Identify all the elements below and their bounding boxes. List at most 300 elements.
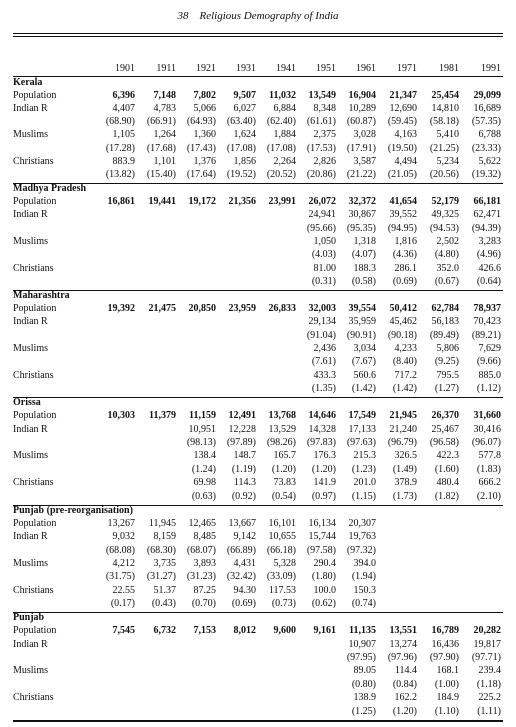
- table-cell: 6,027: [233, 103, 256, 115]
- table-cell: 25,454: [431, 90, 459, 102]
- table-cell: 11,379: [149, 410, 176, 422]
- table-cell: 4,431: [233, 557, 256, 569]
- table-row: [13, 422, 503, 435]
- table-cell: 286.1: [394, 262, 417, 274]
- table-cell: (1.18): [476, 678, 501, 690]
- table-cell: 8,485: [193, 531, 216, 543]
- table-cell: [90, 664, 137, 677]
- table-cell: 13,549: [308, 90, 336, 102]
- table-cell: 15,744: [308, 531, 336, 543]
- table-row: [13, 368, 503, 381]
- table-row: [13, 102, 503, 115]
- table-cell: [218, 382, 258, 395]
- table-cell: [137, 651, 178, 664]
- table-cell: [419, 530, 461, 543]
- table-row: [13, 342, 503, 355]
- table-cell: [90, 355, 137, 368]
- table-cell: [178, 705, 218, 718]
- year-header-cell: 1981: [439, 63, 459, 74]
- table-cell: (19.32): [471, 168, 501, 180]
- year-header-cell: 1991: [481, 63, 501, 74]
- table-cell: 114.3: [233, 477, 256, 489]
- table-cell: 1,624: [233, 129, 256, 141]
- table-row: [13, 168, 503, 181]
- table-cell: [137, 476, 178, 489]
- table-cell: [137, 261, 178, 274]
- row-label: Population: [13, 90, 57, 102]
- table-cell: (1.73): [392, 490, 417, 502]
- table-cell: [137, 275, 178, 288]
- table-row: [13, 222, 503, 235]
- table-cell: 10,655: [268, 531, 296, 543]
- table-cell: (89.49): [429, 329, 459, 341]
- region-section: [13, 77, 503, 181]
- row-label: [13, 168, 90, 181]
- table-cell: [90, 261, 137, 274]
- table-cell: (4.03): [311, 249, 336, 261]
- table-cell: [298, 678, 338, 691]
- table-cell: (1.42): [351, 382, 376, 394]
- table-cell: [218, 208, 258, 221]
- table-cell: 11,135: [349, 625, 376, 637]
- table-cell: (17.68): [146, 142, 176, 154]
- table-cell: 9,142: [233, 531, 256, 543]
- table-cell: 2,264: [273, 155, 296, 167]
- table-cell: [137, 342, 178, 355]
- table-cell: (31.27): [146, 571, 176, 583]
- table-row: [13, 195, 503, 208]
- table-row: [13, 544, 503, 557]
- table-cell: 2,436: [313, 342, 336, 354]
- table-cell: 10,951: [188, 423, 216, 435]
- table-cell: 26,072: [308, 196, 336, 208]
- region-name: Kerala: [13, 77, 43, 88]
- table-cell: 6,884: [273, 103, 296, 115]
- table-cell: (1.10): [434, 705, 459, 717]
- table-cell: (91.04): [306, 329, 336, 341]
- row-label: Christians: [13, 477, 54, 489]
- table-cell: [419, 597, 461, 610]
- table-cell: 66,181: [473, 196, 501, 208]
- table-cell: (0.54): [271, 490, 296, 502]
- region-section: [13, 397, 503, 503]
- table-cell: (1.94): [351, 571, 376, 583]
- table-cell: (13.82): [105, 168, 135, 180]
- table-cell: [218, 222, 258, 235]
- table-cell: (4.80): [434, 249, 459, 261]
- table-cell: 150.3: [353, 584, 376, 596]
- table-cell: [178, 248, 218, 261]
- table-cell: (0.62): [311, 597, 336, 609]
- table-cell: (4.07): [351, 249, 376, 261]
- table-cell: [461, 597, 503, 610]
- table-cell: (20.52): [266, 168, 296, 180]
- table-cell: [137, 368, 178, 381]
- table-cell: 41,654: [389, 196, 417, 208]
- table-cell: 78,937: [473, 303, 501, 315]
- table-cell: 49,325: [431, 209, 459, 221]
- table-row: [13, 436, 503, 449]
- table-cell: 32,003: [308, 303, 336, 315]
- table-cell: [90, 208, 137, 221]
- table-cell: 17,549: [348, 410, 376, 422]
- table-cell: 23,991: [268, 196, 296, 208]
- table-cell: 16,904: [348, 90, 376, 102]
- year-header-blank: [13, 63, 90, 74]
- region-table: [13, 195, 503, 288]
- table-cell: 26,833: [268, 303, 296, 315]
- table-row: [13, 142, 503, 155]
- table-cell: [461, 530, 503, 543]
- table-cell: 25,467: [431, 423, 459, 435]
- table-cell: 5,410: [436, 129, 459, 141]
- table-cell: (0.74): [351, 597, 376, 609]
- table-cell: [137, 248, 178, 261]
- table-cell: (1.35): [311, 382, 336, 394]
- table-cell: [218, 329, 258, 342]
- table-cell: 12,465: [188, 518, 216, 530]
- table-cell: (96.58): [429, 437, 459, 449]
- table-cell: [178, 664, 218, 677]
- table-row: [13, 705, 503, 718]
- table-cell: 1,105: [112, 129, 135, 141]
- table-cell: (4.96): [476, 249, 501, 261]
- region-name: Orissa: [13, 397, 41, 408]
- table-cell: [378, 597, 419, 610]
- table-cell: (23.33): [471, 142, 501, 154]
- table-cell: (98.13): [186, 437, 216, 449]
- row-label: Indian R: [13, 531, 48, 543]
- year-header-cell: 1971: [397, 63, 417, 74]
- table-cell: 3,283: [478, 235, 501, 247]
- table-cell: 1,264: [153, 129, 176, 141]
- year-header-cell: 1921: [196, 63, 216, 74]
- table-cell: 184.9: [436, 692, 459, 704]
- table-cell: (66.91): [146, 116, 176, 128]
- table-cell: 1,101: [153, 155, 176, 167]
- table-cell: (0.43): [151, 597, 176, 609]
- table-cell: (68.30): [146, 544, 176, 556]
- region-section: [13, 612, 503, 718]
- table-cell: [218, 275, 258, 288]
- table-cell: [90, 222, 137, 235]
- table-cell: 20,850: [188, 303, 216, 315]
- table-row: [13, 637, 503, 650]
- table-cell: 24,941: [308, 209, 336, 221]
- table-cell: [178, 315, 218, 328]
- row-label: Population: [13, 518, 57, 530]
- table-cell: (17.28): [105, 142, 135, 154]
- table-cell: [178, 275, 218, 288]
- table-cell: [419, 544, 461, 557]
- table-cell: 21,945: [389, 410, 417, 422]
- table-cell: [137, 222, 178, 235]
- table-cell: [178, 368, 218, 381]
- table-cell: [218, 355, 258, 368]
- table-cell: [378, 544, 419, 557]
- table-cell: [258, 705, 298, 718]
- table-row: [13, 302, 503, 315]
- table-row: [13, 664, 503, 677]
- table-cell: 577.8: [478, 450, 501, 462]
- row-label: [13, 570, 90, 583]
- table-cell: (17.43): [186, 142, 216, 154]
- table-cell: 165.7: [273, 450, 296, 462]
- table-cell: 9,161: [313, 625, 336, 637]
- table-cell: 20,282: [473, 625, 501, 637]
- table-cell: 19,441: [148, 196, 176, 208]
- table-cell: [298, 637, 338, 650]
- table-row: [13, 490, 503, 503]
- table-cell: 188.3: [353, 262, 376, 274]
- region-section: [13, 505, 503, 610]
- row-label: [13, 597, 90, 610]
- table-cell: [137, 355, 178, 368]
- table-cell: [258, 355, 298, 368]
- row-label: [13, 490, 90, 503]
- region-name: Punjab (pre-reorganisation): [13, 505, 133, 516]
- table-cell: [218, 705, 258, 718]
- table-cell: 290.4: [313, 557, 336, 569]
- table-cell: (20.86): [306, 168, 336, 180]
- table-row: [13, 155, 503, 168]
- table-cell: [218, 691, 258, 704]
- table-cell: 1,376: [193, 155, 216, 167]
- table-cell: (68.07): [186, 544, 216, 556]
- row-label: Christians: [13, 369, 54, 381]
- table-row: [13, 235, 503, 248]
- table-cell: 29,099: [473, 90, 501, 102]
- table-cell: (90.18): [387, 329, 417, 341]
- table-cell: (97.58): [306, 544, 336, 556]
- table-cell: (0.67): [434, 275, 459, 287]
- region-table: [13, 517, 503, 610]
- table-cell: [461, 583, 503, 596]
- table-cell: 5,328: [273, 557, 296, 569]
- table-cell: (64.93): [186, 116, 216, 128]
- table-cell: 23,959: [228, 303, 256, 315]
- table-cell: 21,240: [389, 423, 417, 435]
- table-row: [13, 651, 503, 664]
- table-cell: [137, 664, 178, 677]
- row-label: [13, 544, 90, 557]
- table-cell: (57.35): [471, 116, 501, 128]
- region-name: Maharashtra: [13, 290, 70, 301]
- table-cell: 1,884: [273, 129, 296, 141]
- table-cell: (17.53): [306, 142, 336, 154]
- table-cell: (1.42): [392, 382, 417, 394]
- table-cell: 30,867: [348, 209, 376, 221]
- table-cell: (97.89): [226, 437, 256, 449]
- table-cell: 3,735: [153, 557, 176, 569]
- table-cell: [137, 422, 178, 435]
- table-cell: [90, 368, 137, 381]
- table-cell: 21,475: [148, 303, 176, 315]
- table-cell: (17.08): [266, 142, 296, 154]
- top-rule-thin: [13, 36, 503, 37]
- table-row: [13, 275, 503, 288]
- table-cell: 13,551: [389, 625, 417, 637]
- table-cell: (97.63): [346, 437, 376, 449]
- row-label: [13, 436, 90, 449]
- table-cell: 32,372: [348, 196, 376, 208]
- table-row: [13, 248, 503, 261]
- table-row: [13, 557, 503, 570]
- table-cell: 168.1: [436, 665, 459, 677]
- row-label: Muslims: [13, 342, 49, 354]
- table-cell: [90, 490, 137, 503]
- table-cell: [258, 208, 298, 221]
- table-cell: 11,159: [189, 410, 216, 422]
- table-cell: [90, 691, 137, 704]
- row-label: [13, 329, 90, 342]
- table-cell: (31.23): [186, 571, 216, 583]
- table-cell: 666.2: [478, 477, 501, 489]
- table-cell: (8.40): [392, 356, 417, 368]
- table-cell: (1.19): [231, 463, 256, 475]
- region-section: [13, 290, 503, 395]
- table-cell: [90, 329, 137, 342]
- table-row: [13, 476, 503, 489]
- table-cell: [178, 261, 218, 274]
- table-cell: [419, 517, 461, 530]
- table-cell: 1,050: [313, 235, 336, 247]
- table-cell: [298, 705, 338, 718]
- table-cell: 883.9: [112, 155, 135, 167]
- table-cell: [90, 637, 137, 650]
- table-cell: (9.66): [476, 356, 501, 368]
- table-cell: (0.92): [231, 490, 256, 502]
- row-label: Population: [13, 303, 57, 315]
- table-cell: (1.11): [477, 705, 501, 717]
- row-label: Indian R: [13, 209, 48, 221]
- table-cell: [90, 248, 137, 261]
- table-cell: 56,183: [431, 316, 459, 328]
- row-label: [13, 651, 90, 664]
- table-cell: [178, 691, 218, 704]
- table-cell: [90, 436, 137, 449]
- table-cell: [218, 678, 258, 691]
- table-cell: [137, 329, 178, 342]
- table-cell: (4.36): [392, 249, 417, 261]
- table-cell: [258, 382, 298, 395]
- table-cell: (0.73): [271, 597, 296, 609]
- table-cell: (19.50): [387, 142, 417, 154]
- year-header-cell: 1911: [156, 63, 176, 74]
- table-cell: [90, 476, 137, 489]
- table-cell: [90, 651, 137, 664]
- table-cell: 6,788: [478, 129, 501, 141]
- table-cell: [258, 261, 298, 274]
- table-cell: [178, 329, 218, 342]
- table-cell: (0.64): [476, 275, 501, 287]
- row-label: [13, 355, 90, 368]
- table-cell: 10,289: [348, 103, 376, 115]
- table-cell: [90, 235, 137, 248]
- table-cell: 3,034: [353, 342, 376, 354]
- table-cell: 21,356: [228, 196, 256, 208]
- table-cell: [298, 691, 338, 704]
- table-cell: (97.95): [346, 652, 376, 664]
- table-cell: 426.6: [478, 262, 501, 274]
- table-cell: 30,416: [473, 423, 501, 435]
- table-cell: (66.18): [266, 544, 296, 556]
- table-row: [13, 329, 503, 342]
- running-header: [0, 10, 516, 22]
- row-label: Muslims: [13, 129, 49, 141]
- table-cell: 26,370: [431, 410, 459, 422]
- table-row: [13, 128, 503, 141]
- row-label: Christians: [13, 262, 54, 274]
- table-row: [13, 530, 503, 543]
- table-cell: 7,629: [478, 342, 501, 354]
- table-cell: 141.9: [313, 477, 336, 489]
- table-cell: 16,861: [107, 196, 135, 208]
- table-cell: [378, 583, 419, 596]
- table-cell: 14,328: [308, 423, 336, 435]
- year-header-cell: 1901: [115, 63, 135, 74]
- table-cell: [258, 651, 298, 664]
- year-header-cell: 1961: [356, 63, 376, 74]
- table-row: [13, 409, 503, 422]
- table-row: [13, 691, 503, 704]
- table-cell: [137, 691, 178, 704]
- table-cell: 73.83: [273, 477, 296, 489]
- table-cell: 12,228: [228, 423, 256, 435]
- table-cell: 13,768: [268, 410, 296, 422]
- table-cell: 51.37: [153, 584, 176, 596]
- table-cell: 100.0: [313, 584, 336, 596]
- region-table: [13, 302, 503, 395]
- table-cell: [298, 651, 338, 664]
- table-cell: (0.69): [392, 275, 417, 287]
- table-cell: 3,028: [353, 129, 376, 141]
- table-cell: (68.90): [105, 116, 135, 128]
- table-cell: 2,502: [436, 235, 459, 247]
- table-row: [13, 517, 503, 530]
- table-cell: [378, 570, 419, 583]
- row-label: Indian R: [13, 103, 48, 115]
- year-header-cell: 1941: [276, 63, 296, 74]
- table-cell: 6,396: [112, 90, 135, 102]
- table-cell: [137, 637, 178, 650]
- table-cell: (19.52): [226, 168, 256, 180]
- table-cell: [218, 248, 258, 261]
- table-row: [13, 382, 503, 395]
- table-cell: (1.12): [476, 382, 501, 394]
- table-cell: [218, 315, 258, 328]
- table-row: [13, 208, 503, 221]
- table-cell: (89.21): [471, 329, 501, 341]
- row-label: [13, 463, 90, 476]
- table-cell: 94.30: [233, 584, 256, 596]
- table-cell: 52,179: [431, 196, 459, 208]
- table-cell: 10,907: [348, 638, 376, 650]
- table-cell: 11,945: [148, 518, 176, 530]
- row-label: [13, 382, 90, 395]
- table-cell: (0.69): [231, 597, 256, 609]
- table-cell: [90, 422, 137, 435]
- table-cell: 81.00: [313, 262, 336, 274]
- table-cell: (17.91): [346, 142, 376, 154]
- table-cell: (1.27): [434, 382, 459, 394]
- year-header-row: [13, 63, 503, 74]
- table-cell: 11,032: [269, 90, 296, 102]
- table-cell: (7.61): [311, 356, 336, 368]
- table-cell: [378, 517, 419, 530]
- table-row: [13, 583, 503, 596]
- row-label: [13, 678, 90, 691]
